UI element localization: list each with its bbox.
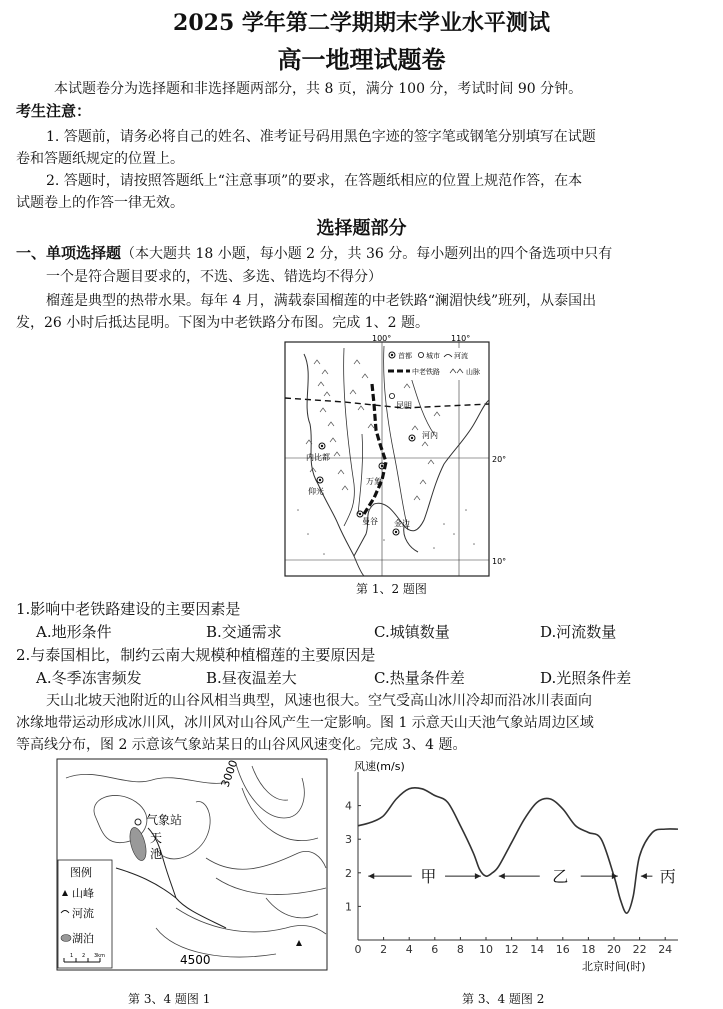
notice-heading: 考生注意： [16,102,92,120]
exam-intro: 本试题卷分为选择题和非选择题两部分，共 8 页，满分 100 分，考试时间 90 分钟。 [54,81,583,97]
place-phnompenh: 金边 [394,519,410,528]
passage1-line1: 榴莲是典型的热带水果。每年 4 月，满载泰国榴莲的中老铁路“澜湄快线”班列，从泰国出 [46,293,597,309]
notice-item2-line2: 试题卷上的作答一律无效。 [16,195,184,211]
chart-axes [358,772,678,940]
contour-3000: 3000 [218,758,241,790]
question-1-option-a: A.地形条件 [36,623,112,641]
x-tick-label: 22 [632,943,647,956]
passage2-line3: 等高线分布，图 2 示意该气象站某日的山谷风风速变化。完成 3、4 题。 [16,737,467,753]
passage2-line1: 天山北坡天池附近的山谷风相当典型，风速也很大。空气受高山冰川冷却而沿冰川表面向 [46,693,592,709]
zone-b-label: 乙 [552,867,569,887]
x-tick-label: 8 [456,943,464,956]
x-tick-label: 2 [380,943,388,956]
exam-subtitle: 高一地理试题卷 [277,45,446,74]
question-2-stem: 2.与泰国相比，制约云南大规模种植榴莲的主要原因是 [16,646,376,664]
place-kunming: 昆明 [396,401,412,410]
y-tick-label: 2 [345,866,352,880]
legend-city: 城市 [426,352,440,360]
y-tick-label: 1 [345,900,352,914]
place-yangon: 仰光 [308,487,324,496]
lake-icon [61,935,71,942]
scale-2: 2 [82,953,86,959]
exam-title: 2025 学年第二学期期末学业水平测试 [173,10,550,36]
wind-speed-chart [340,756,690,980]
lake-label-1: 天 [150,831,163,845]
scale-1: 1 [70,953,74,959]
question-2-option-a: A.冬季冻害频发 [36,669,142,687]
zone-b-arrowhead-left [499,873,505,879]
passage2-line2: 冰缘地带运动形成冰川风，冰川风对山谷风产生一定影响。图 1 示意天山天池气象站周边区域 [16,715,594,731]
chart-ylabel: 风速(m/s) [354,760,405,773]
question-1-option-c: C.城镇数量 [374,623,450,641]
section-title: 选择题部分 [316,218,407,239]
place-bangkok: 曼谷 [362,517,378,526]
passage1-line2: 发，26 小时后抵达昆明。下图为中老铁路分布图。完成 1、2 题。 [16,315,429,331]
question-1-option-d: D.河流数量 [540,623,617,641]
question-1-stem: 1.影响中老铁路建设的主要因素是 [16,600,241,618]
place-hanoi: 河内 [422,431,438,440]
legend-lake: 湖泊 [72,932,94,945]
part-heading [16,242,612,263]
contour-4500: 4500 [180,953,211,967]
fig2-caption: 第 3、4 题图 2 [462,992,545,1006]
chart-xlabel: 北京时间(时) [582,960,646,973]
part-label: 一、单项选择题 [16,244,122,262]
wind-speed-line [358,788,678,913]
notice-item2-line1: 2. 答题时，请按照答题纸上“注意事项”的要求，在答题纸相应的位置上规范作答，在本 [46,173,583,189]
x-tick-label: 14 [530,943,545,956]
station-label: 气象站 [146,813,183,827]
lon-label-100: 100° [372,334,392,343]
lake-label-2: 池 [150,847,163,861]
legend-title: 图例 [70,866,92,879]
question-2-option-b: B.昼夜温差大 [206,669,297,687]
legend-peak: 山峰 [72,887,94,900]
x-tick-label: 20 [607,943,621,956]
map1-caption: 第 1、2 题图 [356,582,427,596]
x-tick-label: 0 [354,943,362,956]
china-laos-railway-map [284,334,507,578]
lat-label-10: 10° [492,557,507,566]
legend-capital: 首都 [398,352,412,360]
zone-a-arrowhead-right [475,873,481,879]
place-naypyidaw: 内比都 [306,453,330,462]
x-tick-label: 24 [658,943,673,956]
x-tick-label: 12 [504,943,519,956]
notice-item1-line1: 1. 答题前，请务必将自己的姓名、准考证号码用黑色字迹的签字笔或钢笔分别填写在试题 [46,129,596,145]
zone-a-arrowhead-left [368,873,374,879]
question-2-option-c: C.热量条件差 [374,669,465,687]
scale-3: 3km [94,953,105,959]
zone-a-label: 甲 [420,867,437,887]
legend-river-item: 河流 [72,907,94,920]
legend-river: 河流 [454,352,468,360]
fig1-caption: 第 3、4 题图 1 [128,992,211,1006]
legend-railway: 中老铁路 [412,368,440,376]
tianchi-contour-map [56,758,328,972]
question-2-option-d: D.光照条件差 [540,669,632,687]
question-1-option-b: B.交通需求 [206,623,282,641]
zone-c-label: 丙 [659,867,676,887]
x-tick-label: 16 [555,943,570,956]
legend-mountain: 山脉 [466,368,480,376]
lat-label-20: 20° [492,455,507,464]
notice-item1-line2: 卷和答题纸规定的位置上。 [16,151,184,167]
part-desc-line2: 一个是符合题目要求的，不选、多选、错选均不得分） [46,269,382,285]
x-tick-label: 10 [479,943,493,956]
lon-label-110: 110° [451,334,471,343]
y-tick-label: 4 [345,799,352,813]
x-tick-label: 6 [431,943,439,956]
x-tick-label: 18 [581,943,596,956]
part-desc-line1: （本大题共 18 小题，每小题 2 分，共 36 分。每小题列出的四个备选项中只有 [121,246,613,262]
x-tick-label: 4 [405,943,413,956]
place-vientiane: 万象 [366,477,382,486]
y-tick-label: 3 [345,833,352,847]
zone-c-arrowhead-left [641,873,647,879]
